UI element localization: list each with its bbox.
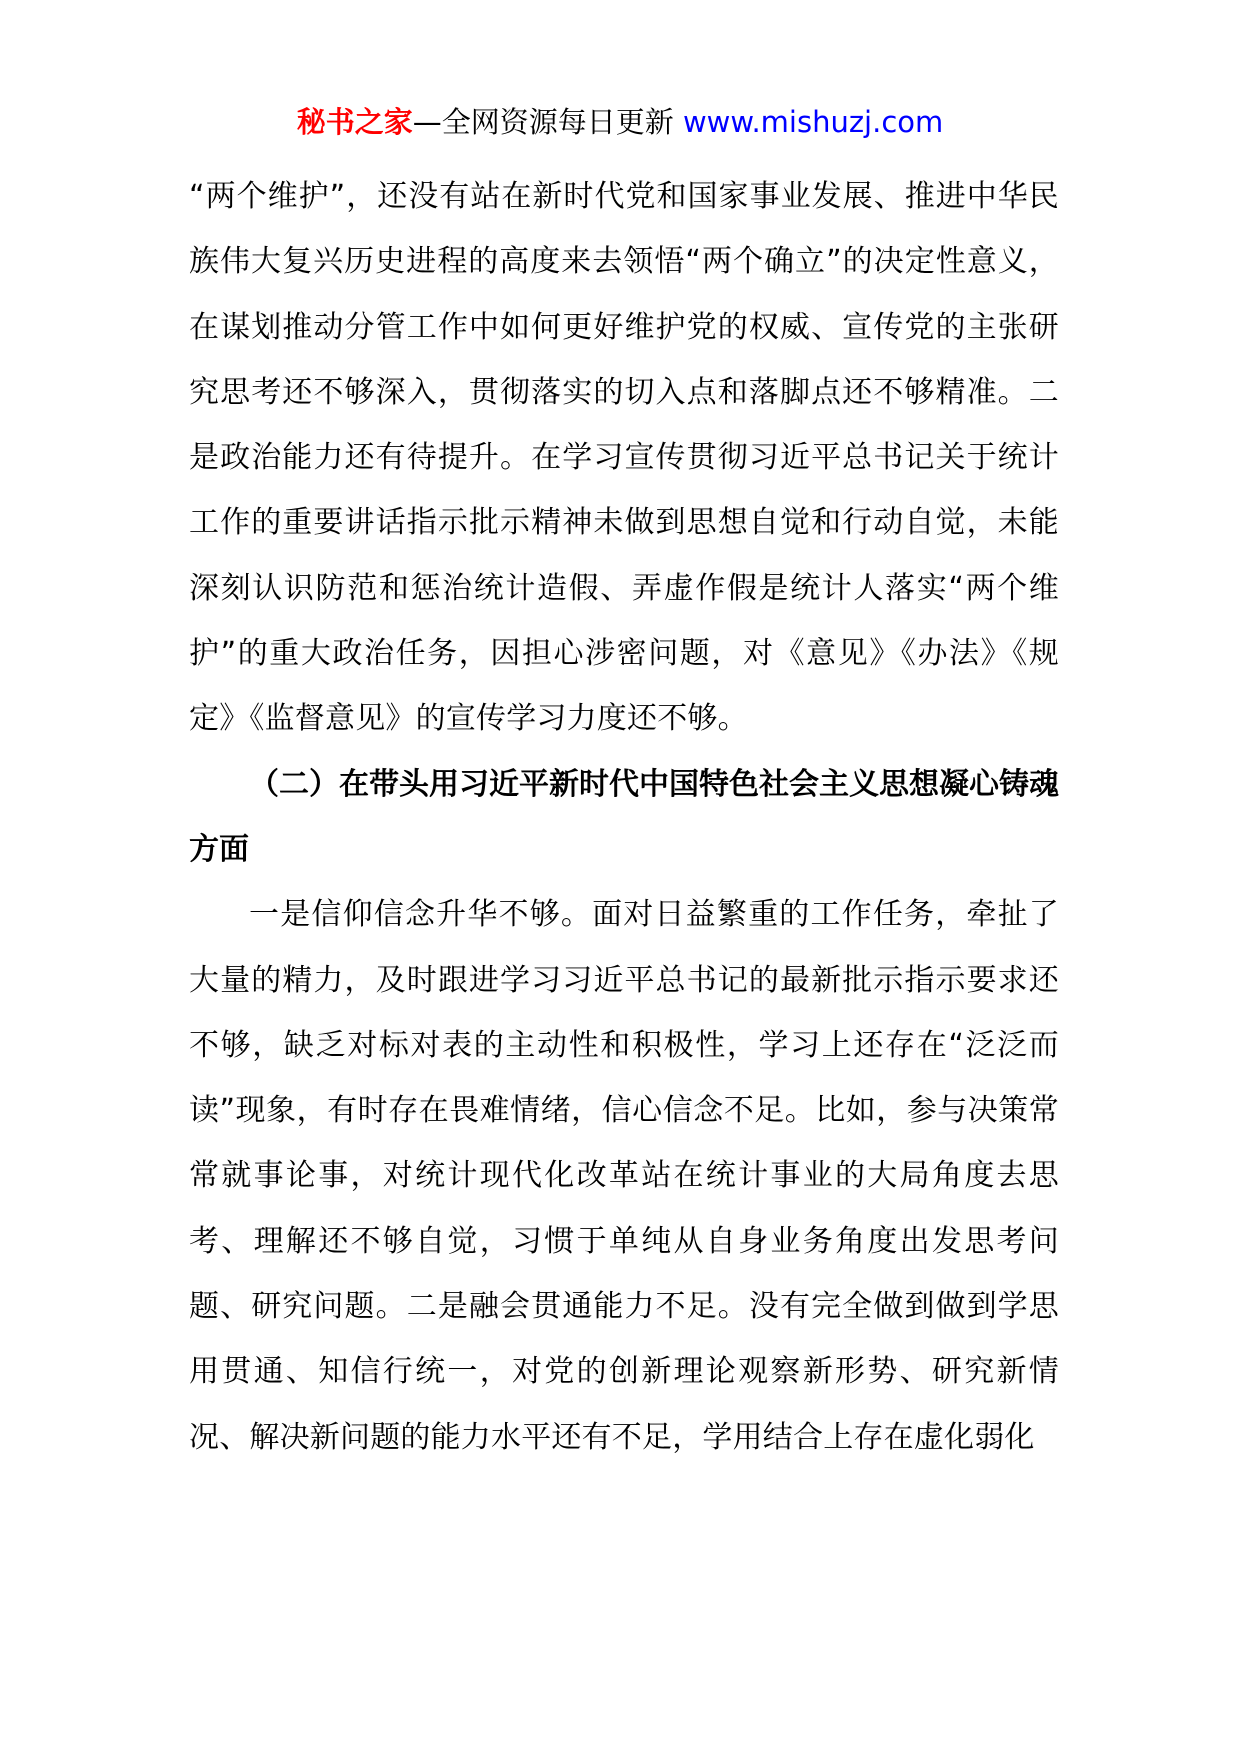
document-body bbox=[189, 164, 1059, 1470]
page-header bbox=[0, 100, 1240, 144]
site-url-link[interactable]: www.mishuzj.com bbox=[682, 105, 944, 139]
paragraph-continuation: “两个维护”，还没有站在新时代党和国家事业发展、推进中华民族伟大复兴历史进程的高度来去领悟“两个确立”的决定性意义，在谋划推动分管工作中如何更好维护党的权威、宣传党的主张研究思考还不够深入，贯彻落实的切入点和落脚点还不够精准。二是政治能力还有待提升。在学习宣传贯彻习近平总书记关于统计工作的重要讲话指示批示精神未做到思想自觉和行动自觉，未能深刻认识防范和惩治统计造假、弄虚作假是统计人落实“两个维护”的重大政治任务，因担心涉密问题，对《意见》《办法》《规定》《监督意见》的宣传学习力度还不够。 bbox=[189, 179, 1059, 737]
paragraph-body: 一是信仰信念升华不够。面对日益繁重的工作任务，牵扯了大量的精力，及时跟进学习习近平总书记的最新批示指示要求还不够，缺乏对标对表的主动性和积极性，学习上还存在“泛泛而读”现象，有时存在畏难情绪，信心信念不足。比如，参与决策常常就事论事，对统计现代化改革站在统计事业的大局角度去思考、理解还不够自觉，习惯于单纯从自身业务角度出发思考问题、研究问题。二是融会贯通能力不足。没有完全做到做到学思用贯通、知信行统一，对党的创新理论观察新形势、研究新情况、解决新问题的能力水平还有不足，学用结合上存在虚化弱化 bbox=[189, 897, 1059, 1455]
brand-name: 秘书之家 bbox=[296, 105, 413, 139]
header-tagline: —全网资源每日更新 bbox=[412, 105, 683, 139]
section-heading: （二）在带头用习近平新时代中国特色社会主义思想凝心铸魂方面 bbox=[189, 766, 1059, 867]
